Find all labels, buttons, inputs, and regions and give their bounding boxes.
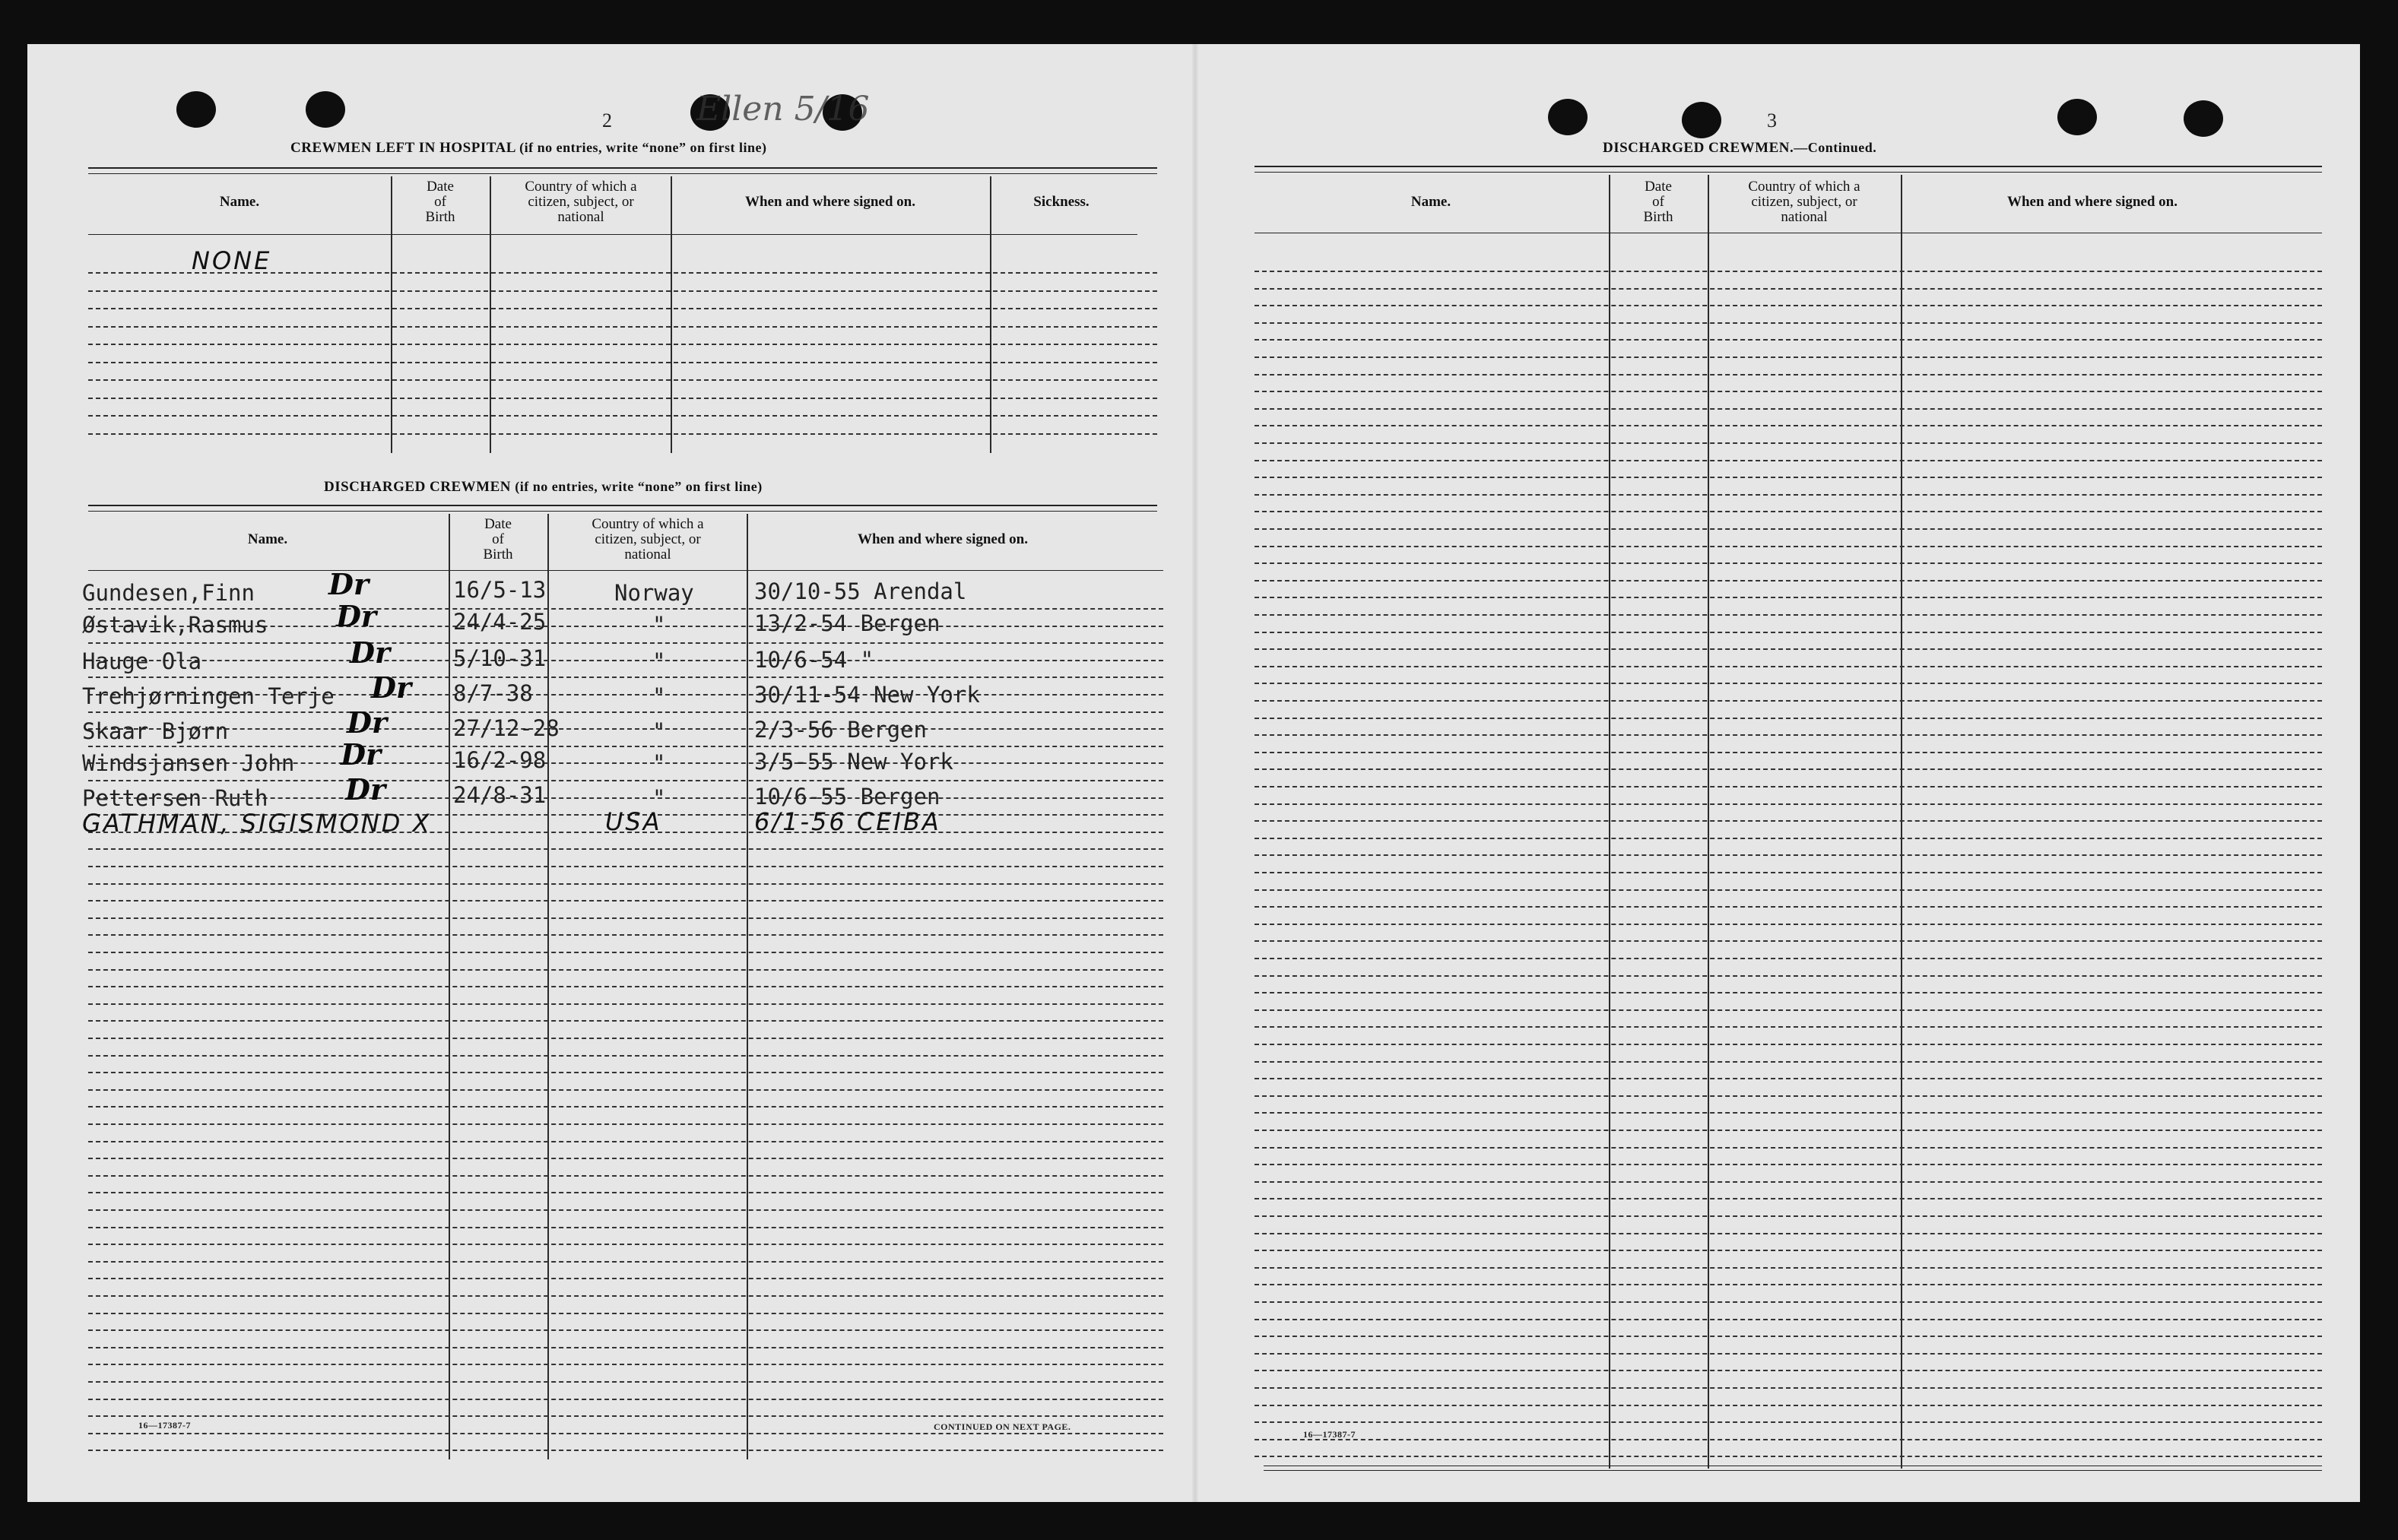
ruled-line — [1255, 1198, 2322, 1199]
ruled-line — [88, 1141, 1163, 1142]
ruled-line — [1255, 356, 2322, 358]
ruled-line — [1255, 271, 2322, 272]
discharged-col-country: Country of which a citizen, subject, or national — [592, 516, 704, 562]
crew-name: Pettersen Ruth — [82, 785, 268, 811]
crew-name: GATHMAN, SIGISMOND X — [82, 809, 432, 838]
ruled-line — [88, 1055, 1163, 1057]
ruled-line — [88, 952, 1163, 953]
ruled-line — [88, 379, 1157, 381]
ruled-line — [1255, 906, 2322, 908]
form-sheet — [27, 44, 2360, 1502]
top-rule — [1255, 166, 2322, 167]
crew-date-of-birth: 24/4-25 — [453, 609, 547, 635]
ruled-line — [88, 362, 1157, 363]
ruled-line — [1255, 528, 2322, 530]
ruled-line — [1255, 1284, 2322, 1285]
bottom-rule — [1264, 1470, 2322, 1471]
ruled-line — [1255, 322, 2322, 324]
ruled-line — [88, 1020, 1163, 1022]
ruled-line — [88, 1433, 1163, 1434]
ruled-line — [1255, 305, 2322, 306]
hospital-col-sickness: Sickness. — [1033, 194, 1090, 210]
column-divider — [490, 176, 491, 453]
ruled-line — [1255, 1009, 2322, 1011]
ruled-line — [1255, 1078, 2322, 1079]
section-rule — [88, 511, 1157, 512]
right-col-signed: When and where signed on. — [2006, 194, 2178, 210]
ruled-line — [88, 1261, 1163, 1263]
ruled-line — [1255, 1112, 2322, 1114]
top-rule — [88, 167, 1157, 169]
crew-country: " — [652, 683, 666, 709]
ruled-line — [1255, 288, 2322, 290]
ruled-line — [88, 677, 1163, 678]
ruled-line — [88, 1072, 1163, 1073]
ruled-line — [88, 1158, 1163, 1159]
discharge-mark: Dr — [341, 737, 381, 772]
section-rule — [88, 505, 1157, 506]
ruled-line — [1255, 683, 2322, 684]
crew-country: USA — [605, 807, 662, 836]
ruled-line — [1255, 1353, 2322, 1355]
ruled-line — [1255, 408, 2322, 410]
ruled-line — [1255, 1439, 2322, 1440]
ruled-line — [1255, 666, 2322, 667]
punch-hole — [2184, 100, 2223, 137]
ruled-line — [1255, 614, 2322, 616]
ruled-line — [1255, 854, 2322, 856]
ruled-line — [88, 780, 1163, 781]
crew-name: Gundesen,Finn — [82, 580, 255, 606]
hospital-section-title — [290, 140, 767, 157]
ruled-line — [88, 1381, 1163, 1383]
right-section-title — [1603, 140, 1876, 157]
crew-signed-on: 30/10-55 Arendal — [754, 578, 967, 604]
hospital-entry: NONE — [192, 246, 272, 275]
discharge-mark: Dr — [347, 705, 387, 740]
ruled-line — [88, 290, 1157, 292]
ruled-line — [1255, 1456, 2322, 1457]
crew-name: Skaar Bjørn — [82, 718, 229, 744]
discharged-title-note: (if no entries, write “none” on first line) — [515, 479, 763, 494]
crew-date-of-birth: 27/12-28 — [453, 715, 560, 741]
crew-name: Hauge Ola — [82, 648, 202, 674]
crew-signed-on: 6/1-56 CEIBA — [754, 807, 941, 836]
hospital-col-country: Country of which a citizen, subject, or national — [525, 179, 637, 225]
ruled-line — [1255, 1319, 2322, 1320]
crew-country: " — [652, 648, 666, 674]
ruled-line — [1255, 752, 2322, 753]
ruled-line — [88, 711, 1163, 713]
ruled-line — [1255, 1387, 2322, 1389]
ruled-line — [1255, 597, 2322, 598]
ruled-line — [1255, 1421, 2322, 1423]
left-page-number: 2 — [602, 109, 612, 132]
ruled-line — [88, 344, 1157, 345]
ruled-line — [1255, 958, 2322, 959]
crew-country: " — [652, 718, 666, 744]
ruled-line — [1255, 803, 2322, 805]
top-rule — [1255, 172, 2322, 173]
crew-date-of-birth: 24/8-31 — [453, 782, 547, 808]
ruled-line — [1255, 339, 2322, 341]
ruled-line — [88, 1089, 1163, 1091]
hospital-col-dob: Date of Birth — [425, 179, 455, 225]
punch-hole — [2057, 99, 2097, 135]
ruled-line — [1255, 786, 2322, 787]
header-underline — [88, 570, 1163, 571]
page-fold — [1192, 44, 1198, 1502]
ruled-line — [88, 848, 1163, 850]
right-title-text: DISCHARGED CREWMEN. — [1603, 140, 1794, 156]
ruled-line — [88, 1244, 1163, 1245]
right-form-number: 16—17387-7 — [1303, 1429, 1356, 1440]
ruled-line — [88, 1192, 1163, 1193]
ruled-line — [1255, 1061, 2322, 1063]
crew-name: Windsjansen John — [82, 750, 295, 776]
crew-signed-on: 30/11-54 New York — [754, 682, 980, 708]
column-divider — [990, 176, 991, 453]
ruled-line — [88, 1209, 1163, 1211]
ruled-line — [88, 433, 1157, 435]
ruled-line — [1255, 442, 2322, 444]
ruled-line — [1255, 768, 2322, 770]
ruled-line — [88, 900, 1163, 902]
ruled-line — [1255, 391, 2322, 392]
ruled-line — [1255, 580, 2322, 581]
discharged-col-name: Name. — [247, 531, 288, 547]
crew-date-of-birth: 5/10-31 — [453, 645, 547, 671]
hospital-col-name: Name. — [219, 194, 260, 210]
ruled-line — [88, 1123, 1163, 1125]
ruled-line — [88, 326, 1157, 328]
ruled-line — [1255, 1250, 2322, 1251]
crew-name: Trehjørningen Terje — [82, 683, 335, 709]
ruled-line — [88, 1347, 1163, 1348]
crew-country: " — [652, 612, 666, 638]
ruled-line — [1255, 1095, 2322, 1097]
continued-note: CONTINUED ON NEXT PAGE. — [934, 1421, 1071, 1432]
crew-date-of-birth: 16/2-98 — [453, 747, 547, 773]
crew-date-of-birth: 16/5-13 — [453, 577, 547, 603]
ruled-line — [88, 1399, 1163, 1400]
ruled-line — [1255, 460, 2322, 461]
ruled-line — [1255, 546, 2322, 547]
crew-name: Østavik,Rasmus — [82, 612, 268, 638]
discharged-title-text: DISCHARGED CREWMEN — [324, 479, 511, 495]
handwritten-annotation: Ellen 5/16 — [696, 90, 870, 128]
ruled-line — [88, 398, 1157, 399]
ruled-line — [1255, 700, 2322, 702]
header-underline — [88, 234, 1137, 235]
ruled-line — [88, 866, 1163, 867]
top-rule — [88, 173, 1157, 174]
ruled-line — [1255, 374, 2322, 375]
ruled-line — [88, 746, 1163, 747]
crew-date-of-birth: 8/7-38 — [453, 680, 533, 706]
ruled-line — [1255, 511, 2322, 512]
ruled-line — [1255, 1233, 2322, 1234]
ruled-line — [88, 883, 1163, 885]
ruled-line — [1255, 1370, 2322, 1371]
ruled-line — [1255, 494, 2322, 496]
ruled-line — [1255, 820, 2322, 822]
crew-country: Norway — [614, 580, 694, 606]
discharge-mark: Dr — [345, 772, 385, 806]
ruled-line — [88, 1329, 1163, 1331]
ruled-line — [1255, 1267, 2322, 1269]
ruled-line — [1255, 1405, 2322, 1406]
ruled-line — [88, 1313, 1163, 1314]
ruled-line — [1255, 477, 2322, 478]
left-form-number: 16—17387-7 — [138, 1420, 191, 1431]
ruled-line — [1255, 1215, 2322, 1217]
ruled-line — [88, 642, 1163, 644]
hospital-title-text: CREWMEN LEFT IN HOSPITAL — [290, 140, 515, 156]
discharge-mark: Dr — [350, 635, 390, 670]
crew-signed-on: 2/3-56 Bergen — [754, 717, 927, 743]
punch-hole — [1548, 99, 1588, 135]
ruled-line — [88, 969, 1163, 971]
ruled-line — [88, 1295, 1163, 1297]
ruled-line — [88, 728, 1163, 730]
crew-country: " — [652, 785, 666, 811]
ruled-line — [1255, 940, 2322, 942]
hospital-title-note: (if no entries, write “none” on first line) — [519, 140, 767, 155]
ruled-line — [88, 660, 1163, 661]
column-divider — [671, 176, 672, 453]
punch-hole — [1682, 102, 1721, 138]
ruled-line — [88, 986, 1163, 987]
ruled-line — [88, 934, 1163, 936]
crew-signed-on: 3/5-55 New York — [754, 749, 953, 775]
ruled-line — [1255, 632, 2322, 633]
ruled-line — [1255, 1026, 2322, 1028]
ruled-line — [88, 1175, 1163, 1177]
ruled-line — [88, 1038, 1163, 1039]
hospital-col-signed: When and where signed on. — [744, 194, 915, 210]
ruled-line — [1255, 1044, 2322, 1045]
right-col-dob: Date of Birth — [1643, 179, 1673, 225]
ruled-line — [1255, 648, 2322, 650]
punch-hole — [176, 91, 216, 128]
discharge-mark: Dr — [336, 599, 376, 633]
ruled-line — [1255, 992, 2322, 993]
ruled-line — [1255, 975, 2322, 977]
ruled-line — [1255, 1301, 2322, 1303]
ruled-line — [88, 917, 1163, 919]
ruled-line — [1255, 1164, 2322, 1165]
discharge-mark: Dr — [371, 670, 411, 705]
right-col-country: Country of which a citizen, subject, or national — [1748, 179, 1860, 225]
ruled-line — [88, 1415, 1163, 1417]
crew-signed-on: 10/6-54 " — [754, 647, 874, 673]
discharge-mark: Dr — [328, 567, 369, 601]
ruled-line — [1255, 718, 2322, 719]
ruled-line — [88, 1106, 1163, 1107]
crew-country: " — [652, 750, 666, 776]
column-divider — [391, 176, 392, 453]
right-page-number: 3 — [1767, 109, 1777, 132]
ruled-line — [88, 1003, 1163, 1005]
right-title-suffix: —Continued. — [1794, 140, 1877, 155]
crew-signed-on: 10/6-55 Bergen — [754, 784, 940, 810]
crew-signed-on: 13/2-54 Bergen — [754, 610, 940, 636]
ruled-line — [1255, 1336, 2322, 1337]
ruled-line — [1255, 1130, 2322, 1131]
ruled-line — [88, 308, 1157, 309]
discharged-col-dob: Date of Birth — [483, 516, 513, 562]
ruled-line — [1255, 838, 2322, 839]
ruled-line — [1255, 1181, 2322, 1183]
ruled-line — [1255, 1147, 2322, 1149]
ruled-line — [88, 415, 1157, 417]
punch-hole — [306, 91, 345, 128]
ruled-line — [88, 608, 1163, 610]
ruled-line — [88, 1278, 1163, 1279]
discharged-section-title — [324, 479, 763, 496]
ruled-line — [88, 1364, 1163, 1365]
ruled-line — [1255, 872, 2322, 873]
ruled-line — [88, 1450, 1163, 1451]
discharged-col-signed: When and where signed on. — [857, 531, 1028, 547]
right-col-name: Name. — [1410, 194, 1451, 210]
ruled-line — [1255, 924, 2322, 925]
ruled-line — [1255, 425, 2322, 426]
ruled-line — [88, 1227, 1163, 1228]
ruled-line — [1255, 734, 2322, 736]
ruled-line — [1255, 562, 2322, 564]
ruled-line — [1255, 889, 2322, 891]
